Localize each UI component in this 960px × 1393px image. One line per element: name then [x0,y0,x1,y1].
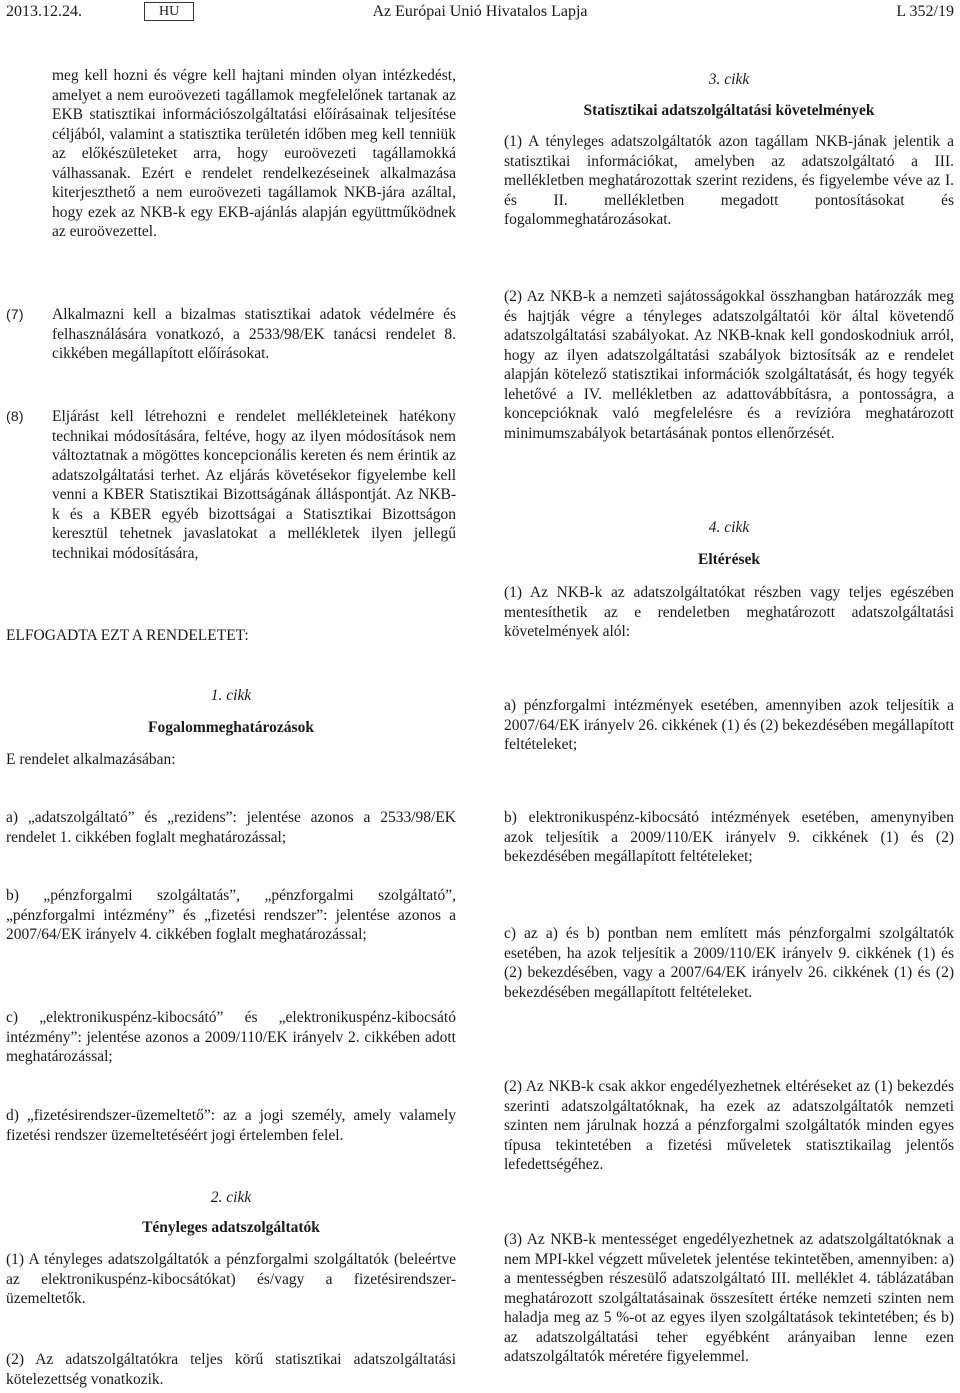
recital-intro: meg kell hozni és végre kell hajtani minden olyan intézkedést, amelyet a nem euroövezeti tagállamok megfelelőnek tartanak az EKB statisztikai információszolgáltatási előírásainak teljesítése céljából, valamint a statisztika területén időben meg kell tenniük az előkészületeket arra, hogy euroövezeti tagállamokká válhassanak. Ezért e rendelet rendelkezéseinek alkalmazása kiterjeszthető a nem euroövezeti tagállamok NKB-jára azáltal, hogy ezek az NKB-k egy EKB-ajánlás alapján együttműködnek az euroövezettel. [52,67,456,240]
article-2-paragraph-1: (1) A tényleges adatszolgáltatók a pénzforgalmi szolgáltatók (beleértve az elektronikuspénz-kibocsátókat) és/vagy a fizetésirendszer-üzemeltetők. [6,1251,456,1307]
recital-8-number: (8) [6,408,24,424]
article-4-title: Eltérések [698,551,760,568]
article-4-paragraph-2: (2) Az NKB-k csak akkor engedélyezhetnek eltéréseket az (1) bekezdés szerinti adatszolgáltatóknak, ha ezek az adatszolgáltatók nemzeti szinten nem járulnak hozzá a pénzforgalmi szolgáltatók minden egyes típusa tekintetében a fizetési műveletek statisztikailag jelentős lefedettségéhez. [504,1078,954,1173]
article-3-paragraph-2: (2) Az NKB-k a nemzeti sajátosságokkal összhangban határozzák meg és hajtják végre a tényleges adatszolgáltatói kör által követendő adatszolgáltatási szabályokat. Az NKB-knak kell gondoskodniuk arról, hogy az ilyen adatszolgáltatási szabályok biztosítsák az e rendelet alapján kötelező statisztikai információk szolgáltatását, és hogy tegyék lehetővé a IV. mellékletben az adattovábbításra, a pontosságra, a koncepcióknak való megfelelésre és a revízióra meghatározott minimumszabályok betartásának pontos ellenőrzését. [504,288,954,442]
article-3-paragraph-1: (1) A tényleges adatszolgáltatók azon tagállam NKB-jának jelentik a statisztikai információkat, amelyben az adatszolgáltató a III. mellékletben meghatározottak szerint rezidens, és figyelembe véve az I. és II. mellékletben megadott pontosításokat és fogalommeghatározásokat. [504,133,954,228]
article-1-point-d: d) „fizetésirendszer-üzemeltető”: az a jogi személy, amely valamely fizetési rendszer üzemeltetéséért jogi értelemben felel. [6,1107,456,1144]
adoption-formula: ELFOGADTA EZT A RENDELETET: [6,627,249,644]
article-4-point-a: a) pénzforgalmi intézmények esetében, amennyiben azok teljesítik a 2007/64/EK irányelv 26. cikkének (1) és (2) bekezdésében megállapított feltételeket; [504,697,954,753]
language-code: HU [144,2,194,21]
article-1-title: Fogalommeghatározások [148,719,314,736]
article-1-point-c: c) „elektronikuspénz-kibocsátó” és „elektronikuspénz-kibocsátó intézmény”: jelentése azonos a 2009/110/EK irányelv 2. cikkében adott meghatározással; [6,1009,456,1065]
article-3-title: Statisztikai adatszolgáltatási követelmények [583,102,875,119]
recital-7: Alkalmazni kell a bizalmas statisztikai adatok védelmére és felhasználására vonatkozó, a 2533/98/EK tanácsi rendelet 8. cikkében megállapított előírásokat. [52,306,456,362]
publication-date: 2013.12.24. [6,3,82,20]
article-4-point-c: c) az a) és b) pontban nem említett más pénzforgalmi szolgáltatók esetében, ha azok teljesítik a 2009/110/EK irányelv 9. cikkének (1) és (2) bekezdésében, vagy a 2007/64/EK irányelv 26. cikkének (1) és (2) bekezdésében megállapított feltételeket. [504,925,954,1001]
journal-title: Az Európai Unió Hivatalos Lapja [372,3,588,20]
article-2-title: Tényleges adatszolgáltatók [142,1219,320,1236]
article-1-number: 1. cikk [210,687,252,704]
article-4-point-b: b) elektronikuspénz-kibocsátó intézmények esetében, amenynyiben azok teljesítik a 2009/110/EK irányelv 9. cikkének (1) és (2) bekezdésében megállapított feltételeket; [504,809,954,865]
recital-8: Eljárást kell létrehozni e rendelet mellékleteinek hatékony technikai módosítására, feltéve, hogy az ilyen módosítások nem változtatnak a mögöttes koncepcionális kereten és nem érintik az adatszolgáltatási terhet. Az eljárás követésekor figyelembe kell venni a KBER Statisztikai Bizottságának álláspontját. Az NKB-k és a KBER egyéb bizottságai a Statisztikai Bizottságon keresztül tehetnek javaslatokat a mellékletek ilyen jellegű technikai módosítására, [52,408,456,562]
article-3-number: 3. cikk [708,71,750,88]
article-1-intro: E rendelet alkalmazásában: [6,751,176,768]
page-header [0,0,960,28]
recital-7-number: (7) [6,306,24,322]
article-4-number: 4. cikk [708,519,750,536]
article-2-paragraph-2: (2) Az adatszolgáltatókra teljes körű statisztikai adatszolgáltatási kötelezettség vonatkozik. [6,1351,456,1388]
article-4-paragraph-3: (3) Az NKB-k mentességet engedélyezhetnek az adatszolgáltatóknak a nem MPI-kkel végzett műveletek jelentése tekintetěben, amennyiben: a) a mentességben részesülő adatszolgáltató III. melléklet 4. táblázatában meghatározott szolgáltatásainak összesített értéke nemzeti szinten nem haladja meg az 5 %-ot az egyes ilyen szolgáltatások tekintetében; és b) az adatszolgáltatási teher egyébként arányaiban lenne ezen adatszolgáltatók méretére figyelemmel. [504,1231,954,1365]
article-1-point-b: b) „pénzforgalmi szolgáltatás”, „pénzforgalmi szolgáltató”, „pénzforgalmi intézmény” és „fizetési rendszer”: jelentése azonos a 2007/64/EK irányelv 4. cikkében foglalt meghatározással; [6,887,456,943]
article-4-paragraph-1: (1) Az NKB-k az adatszolgáltatókat részben vagy teljes egészében mentesíthetik az e rendeletben meghatározott adatszolgáltatási követelmények alól: [504,584,954,640]
page-number: L 352/19 [896,3,954,20]
article-2-number: 2. cikk [210,1189,252,1206]
article-1-point-a: a) „adatszolgáltató” és „rezidens”: jelentése azonos a 2533/98/EK rendelet 1. cikkében foglalt meghatározással; [6,809,456,846]
